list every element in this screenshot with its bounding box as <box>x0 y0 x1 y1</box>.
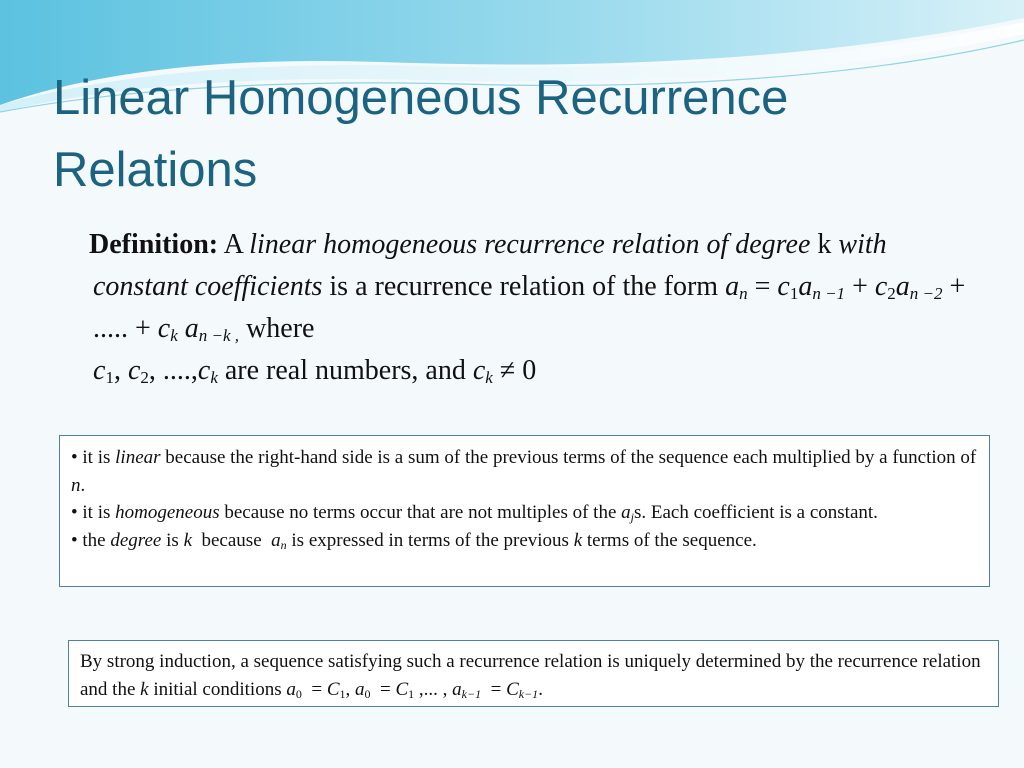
induction-text: By strong induction, a sequence satisfying such a recurrence relation is uniquely determined by the recurrence relation and the k initial conditions $a_0 = C_1$, $a_0 = C_1$ ,... , $a_{k-1} = C_{k-1}$. <box>80 651 981 701</box>
def-term: linear homogeneous recurrence relation of degree <box>249 229 811 260</box>
definition-label: Definition: <box>89 229 219 260</box>
bullet-homogeneous: • it is homogeneous because no terms occur that are not multiples of the $a_js$. Each coefficient is a constant. <box>71 502 878 524</box>
bullet-linear: • it is linear because the right-hand side is a sum of the previous terms of the sequence each multiplied by a function of n. <box>71 447 977 496</box>
def-degree-var: k <box>810 229 839 260</box>
def-text-2: is a recurrence relation of the form <box>322 271 726 302</box>
recurrence-equation: $a_n = c_1a_{n -1} + c_2a_{n -2}$ + ..... + $c_k$ $a_{n -k ,}$ <box>93 271 966 345</box>
notes-box <box>59 435 990 587</box>
slide-title: Linear Homogeneous Recurrence Relations <box>53 71 789 197</box>
def-text: A <box>218 229 250 260</box>
def-term-2: with constant coefficients <box>93 229 887 302</box>
bullet-degree: • the degree is k because $a_n$ is expressed in terms of the previous k terms of the sequence. <box>71 529 757 552</box>
coefficient-list: $c_1$, $c_2$, $....,c_k$ are real numbers, and $c_k \ne 0$ <box>93 355 537 387</box>
definition-paragraph <box>89 224 973 392</box>
def-where: where <box>239 313 315 344</box>
induction-box <box>68 640 999 707</box>
